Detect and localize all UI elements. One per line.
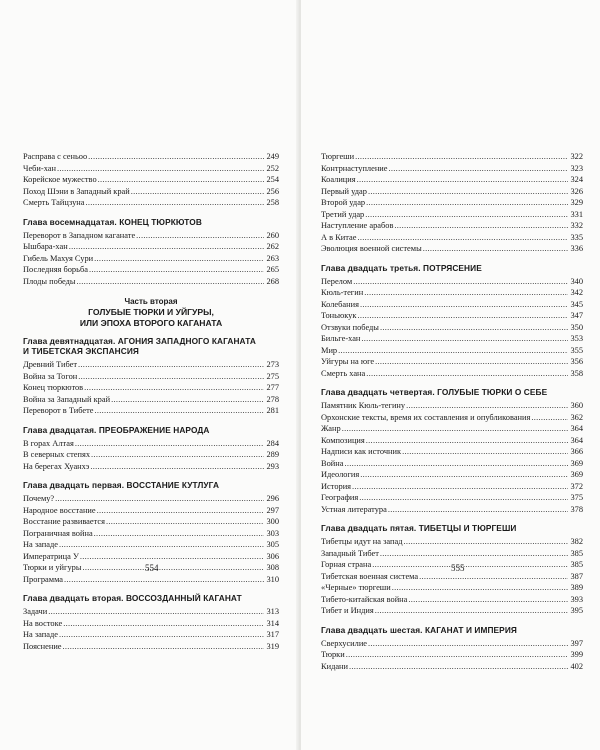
toc-entry [23,405,279,417]
toc-entry [321,492,583,504]
toc-entry-label: Переворот в Тибете [23,406,94,415]
toc-entry [23,539,279,551]
dot-leader [360,469,568,481]
dot-leader [375,356,568,368]
toc-entry [23,528,279,540]
toc-entry [23,359,279,371]
toc-entry-page: 382 [570,537,583,546]
toc-entry-label: В горах Алтая [23,438,74,448]
toc-entry-page: 393 [570,594,583,604]
toc-entry-page: 375 [570,493,583,502]
dot-leader [380,548,568,560]
toc-entry-page: 347 [570,311,583,320]
toc-entry-label: Последняя борьба [23,265,88,274]
toc-entry-page: 332 [570,221,583,230]
toc-entry-label: География [321,493,359,502]
dot-leader [531,412,568,424]
toc-entry [321,333,583,345]
toc-entry-page: 399 [570,650,583,659]
toc-entry-page: 378 [570,504,583,514]
toc-entry-label: А в Китае [321,232,357,242]
toc-entry-label: История [321,481,352,491]
toc-entry-label: Пояснение [23,641,62,651]
dot-leader [136,230,264,242]
dot-leader [63,641,264,653]
toc-entry-page: 289 [266,450,279,459]
toc-entry-label: На западе [23,630,58,639]
toc-entry-label: «Черные» тюргеши [321,583,391,592]
page-number: 555 [451,563,465,573]
toc-entry [23,230,279,242]
dot-leader [392,582,568,594]
dot-leader [90,461,264,473]
chapter-26 [321,625,583,673]
toc-entry-page: 275 [266,371,279,381]
toc-entry [321,469,583,481]
toc-entry [321,446,583,458]
toc-entry-label: Поход Шэни в Западный край [23,186,130,196]
dot-leader [353,276,568,288]
toc-entry [321,548,583,560]
toc-entry-label: В северных степях [23,450,91,459]
toc-entry-page: 356 [570,357,583,366]
toc-entry [321,661,583,673]
toc-entry-page: 324 [570,175,583,184]
toc-entry-page: 342 [570,288,583,297]
dot-leader [338,345,568,357]
toc-entry-label: Коалиция [321,175,356,184]
chapter-title: Глава двадцатая. ПРЕОБРАЖЕНИЕ НАРОДА [23,424,210,435]
chapter-title: Глава двадцать вторая. ВОССОЗДАННЫЙ КАГАНАТ [23,593,242,603]
toc-entry [321,435,583,447]
toc-entry [321,504,583,516]
toc-entry [23,641,279,653]
toc-entry-label: Перелом [321,276,353,286]
toc-entry [321,243,583,255]
toc-entry [321,582,583,594]
toc-entry [23,618,279,630]
toc-entry-page: 284 [266,438,279,448]
toc-entry [321,536,583,548]
page-number: 554 [145,563,159,573]
toc-entry-label: Расправа с сеньоо [23,152,88,161]
toc-entry-label: Контрнаступление [321,163,388,173]
dot-leader [344,458,568,470]
toc-entry [321,299,583,311]
dot-leader [98,174,264,186]
toc-entry [321,322,583,334]
toc-entry [321,209,583,221]
toc-entry-page: 385 [570,548,583,558]
dot-leader [366,368,568,380]
toc-entry [23,276,279,288]
dot-leader [365,209,568,221]
toc-entry [321,638,583,650]
toc-entry-page: 306 [266,551,279,561]
toc-entry-page: 303 [266,528,279,538]
toc-entry-page: 314 [266,618,279,628]
toc-entry-page: 258 [266,198,279,207]
toc-entry-label: Императрица У [23,551,79,561]
toc-entry-page: 281 [266,406,279,415]
toc-entry-page: 310 [266,574,279,584]
toc-entry [321,174,583,186]
dot-leader [403,536,568,548]
toc-entry-page: 308 [266,563,279,572]
chapter-title: Глава восемнадцатая. КОНЕЦ ТЮРКЮТОВ [23,216,202,227]
toc-entry-page: 252 [266,163,279,173]
toc-entry-label: Задачи [23,607,48,616]
chapter-23 [321,263,583,380]
toc-entry [23,151,279,163]
toc-entry-label: Памятник Кюль-тегину [321,401,406,410]
toc-entry-page: 335 [570,232,583,242]
toc-entry [23,505,279,517]
chapter-title [23,336,279,356]
part-label: Часть вторая [124,297,178,306]
toc-entry-page: 360 [570,401,583,410]
toc-entry-label: Ышбара-хан [23,242,68,251]
toc-entry-label: Переворот в Западном каганате [23,230,136,240]
toc-entry-page: 358 [570,368,583,378]
toc-entry-label: Эволюция военной системы [321,244,422,253]
toc-entry-page: 262 [266,242,279,251]
toc-entry [321,310,583,322]
dot-leader [94,528,264,540]
toc-entry-label: Народное восстание [23,505,96,515]
toc-entry-page: 293 [266,461,279,471]
toc-entry [321,356,583,368]
dot-leader [372,559,568,571]
toc-entry-page: 402 [570,661,583,671]
toc-entry-label: Тибетская военная система [321,571,419,581]
dot-leader [97,505,264,517]
toc-entry-label: Кюль-тегин [321,288,364,297]
dot-leader [106,516,264,528]
toc-entry-page: 273 [266,360,279,369]
toc-entry-page: 336 [570,244,583,253]
dot-leader [59,629,264,641]
toc-entry-label: Наступление арабов [321,221,394,230]
toc-entry-page: 249 [266,152,279,161]
toc-entry-label: Плоды победы [23,276,76,286]
toc-entry-page: 296 [266,494,279,503]
toc-entry-label: Война за Западный край [23,394,111,404]
left-intro-entries [23,151,279,209]
toc-entry-label: Идеология [321,470,360,479]
toc-entry-label: На берегах Хуанхэ [23,461,90,471]
toc-entry [321,197,583,209]
toc-entry-label: Третий удар [321,209,365,219]
toc-entry-label: Почему? [23,494,55,503]
toc-entry [321,649,583,661]
toc-entry-page: 329 [570,198,583,207]
chapter-22 [23,593,279,652]
dot-leader [380,322,568,334]
toc-entry-label: Тюрки и уйгуры [23,563,82,572]
toc-entry-page: 350 [570,322,583,332]
toc-entry [23,264,279,276]
toc-entry-label: Горная страна [321,560,372,569]
dot-leader [357,232,568,244]
dot-leader [111,394,264,406]
toc-entry-page: 278 [266,394,279,404]
part-title-line1: ГОЛУБЫЕ ТЮРКИ И УЙГУРЫ, [88,307,214,317]
dot-leader [59,539,264,551]
toc-entry [321,151,583,163]
chapter-18 [23,217,279,288]
dot-leader [419,571,568,583]
left-toc [23,151,279,652]
toc-entry [321,232,583,244]
toc-entry [23,461,279,473]
toc-entry-label: Программа [23,574,64,584]
toc-entry-label: Корейское мужество [23,175,97,184]
toc-entry [321,345,583,357]
toc-entry-label: Гибель Махуя Сури [23,253,94,263]
toc-entry-page: 372 [570,481,583,491]
toc-entry [23,371,279,383]
dot-leader [64,574,264,586]
dot-leader [57,163,264,175]
dot-leader [88,151,264,163]
chapter-20 [23,425,279,473]
toc-entry-label: Бильге-хан [321,334,361,343]
part-title-line2: ИЛИ ЭПОХА ВТОРОГО КАГАНАТА [79,317,223,328]
toc-entry-label: На востоке [23,618,63,628]
toc-entry [23,574,279,586]
toc-entry-page: 305 [266,540,279,549]
dot-leader [63,618,264,630]
toc-entry [23,449,279,461]
toc-entry-label: Отзвуки победы [321,322,379,332]
dot-leader [389,163,568,175]
toc-entry [321,220,583,232]
toc-entry-page: 364 [570,424,583,433]
dot-leader [94,405,264,417]
chapter-title: Глава двадцать пятая. ТИБЕТЦЫ И ТЮРГЕШИ [321,523,517,533]
dot-leader [375,605,568,617]
toc-entry-page: 265 [266,265,279,274]
toc-entry [321,400,583,412]
toc-entry-label: Война [321,458,344,468]
chapter-title: Глава двадцать шестая. КАГАНАТ И ИМПЕРИЯ [321,624,517,635]
dot-leader [48,606,264,618]
chapter-19 [23,336,279,417]
left-page [0,0,299,750]
toc-entry-page: 331 [570,209,583,219]
dot-leader [357,310,568,322]
chapter-title-line1: Глава девятнадцатая. АГОНИЯ ЗАПАДНОГО КАГАНАТА [23,336,256,346]
toc-entry [321,412,583,424]
toc-entry-page: 355 [570,345,583,355]
toc-entry-page: 364 [570,435,583,445]
dot-leader [78,359,264,371]
toc-entry-label: Уйгуры на юге [321,357,375,366]
toc-entry-label: Устная литература [321,504,387,514]
toc-entry-page: 397 [570,638,583,648]
dot-leader [361,333,568,345]
toc-entry-label: Тюрки [321,650,345,659]
toc-entry [321,163,583,175]
dot-leader [388,504,568,516]
toc-entry-page: 387 [570,571,583,581]
toc-entry-label: Война за Тогон [23,371,78,381]
toc-entry-label: Надписи как источник [321,447,402,456]
dot-leader [402,446,568,458]
toc-entry-page: 323 [570,163,583,173]
toc-entry [321,605,583,617]
dot-leader [364,287,568,299]
toc-entry-label: Первый удар [321,186,367,196]
toc-entry [23,163,279,175]
dot-leader [355,151,568,163]
chapter-title: Глава двадцать третья. ПОТРЯСЕНИЕ [321,262,482,273]
toc-entry [23,186,279,198]
toc-entry-label: Кидани [321,661,349,671]
toc-entry [23,197,279,209]
dot-leader [78,371,264,383]
chapter-title: Глава двадцать четвертая. ГОЛУБЫЕ ТЮРКИ О СЕБЕ [321,387,548,397]
toc-entry-page: 268 [266,276,279,286]
toc-entry [23,551,279,563]
dot-leader [394,220,568,232]
toc-entry-label: Западный Тибет [321,548,379,558]
chapter-24 [321,387,583,515]
toc-entry-label: Чеби-хан [23,163,56,173]
toc-entry-label: Тюргеши [321,152,355,161]
dot-leader [423,243,568,255]
dot-leader [131,186,264,198]
toc-entry-page: 389 [570,583,583,592]
dot-leader [406,400,568,412]
toc-entry-page: 322 [570,152,583,161]
dot-leader [89,264,264,276]
toc-entry [23,253,279,265]
dot-leader [408,594,568,606]
part-two-heading [23,296,279,328]
dot-leader [359,492,568,504]
toc-entry [23,438,279,450]
toc-entry-page: 395 [570,606,583,615]
toc-entry-label: Колебания [321,299,359,309]
toc-entry [321,368,583,380]
toc-entry-page: 260 [266,230,279,240]
toc-entry [23,394,279,406]
toc-entry [23,629,279,641]
dot-leader [349,661,568,673]
toc-entry-label: Сверхусилие [321,638,368,648]
toc-entry-page: 385 [570,560,583,569]
toc-entry-label: Конец тюркютов [23,383,84,392]
dot-leader [342,423,568,435]
toc-entry-label: Второй удар [321,198,366,207]
toc-entry-label: Смерть Тайцзуна [23,198,85,207]
toc-entry-label: Смерть хана [321,368,366,378]
toc-entry-page: 353 [570,334,583,343]
toc-entry-page: 277 [266,383,279,392]
toc-entry-page: 319 [266,641,279,651]
dot-leader [368,186,568,198]
toc-entry-label: Восстание развивается [23,517,105,526]
toc-entry [23,174,279,186]
toc-entry-page: 366 [570,447,583,456]
toc-entry-page: 340 [570,276,583,286]
dot-leader [357,174,568,186]
toc-entry-page: 297 [266,505,279,515]
dot-leader [91,449,264,461]
dot-leader [69,241,264,253]
dot-leader [360,299,568,311]
dot-leader [85,197,264,209]
toc-entry-page: 369 [570,470,583,479]
toc-entry-label: Древний Тибет [23,360,78,369]
toc-entry [23,241,279,253]
toc-entry-label: Жанр [321,424,341,433]
dot-leader [366,197,568,209]
toc-entry [321,481,583,493]
dot-leader [82,562,264,574]
dot-leader [346,649,568,661]
toc-entry [321,186,583,198]
toc-entry-page: 345 [570,299,583,309]
toc-entry [23,382,279,394]
toc-entry-label: Орхонские тексты, время их составления и опубликования [321,412,531,422]
toc-entry-label: Тибет и Индия [321,606,374,615]
dot-leader [94,253,264,265]
toc-entry-page: 300 [266,517,279,526]
toc-entry-label: Тибетцы идут на запад [321,537,403,546]
dot-leader [80,551,264,563]
dot-leader [76,276,264,288]
toc-entry-page: 369 [570,458,583,468]
toc-entry-label: Композиция [321,435,365,445]
right-page [301,0,600,750]
toc-entry [321,287,583,299]
chapter-title-line2: И ТИБЕТСКАЯ ЭКСПАНСИЯ [23,346,139,356]
toc-entry-page: 326 [570,186,583,196]
right-toc [321,151,583,672]
dot-leader [352,481,568,493]
dot-leader [366,435,568,447]
right-intro-entries [321,151,583,255]
toc-entry-label: На западе [23,540,58,549]
chapter-title: Глава двадцать первая. ВОССТАНИЕ КУТЛУГА [23,480,220,490]
toc-entry [321,276,583,288]
dot-leader [55,493,264,505]
toc-entry-page: 263 [266,253,279,263]
toc-entry [23,606,279,618]
toc-entry-label: Пограничная война [23,528,93,538]
dot-leader [368,638,568,650]
toc-entry-label: Мир [321,345,338,355]
toc-entry [321,594,583,606]
dot-leader [75,438,264,450]
toc-entry [321,423,583,435]
toc-entry-page: 256 [266,186,279,196]
toc-entry [23,493,279,505]
toc-entry-page: 362 [570,412,583,422]
toc-entry-label: Тибето-китайская война [321,594,408,604]
dot-leader [84,382,264,394]
toc-entry-page: 317 [266,630,279,639]
toc-entry-label: Тоньюкук [321,311,357,320]
toc-entry-page: 254 [266,175,279,184]
toc-entry [23,516,279,528]
toc-entry-page: 313 [266,607,279,616]
toc-entry [321,458,583,470]
